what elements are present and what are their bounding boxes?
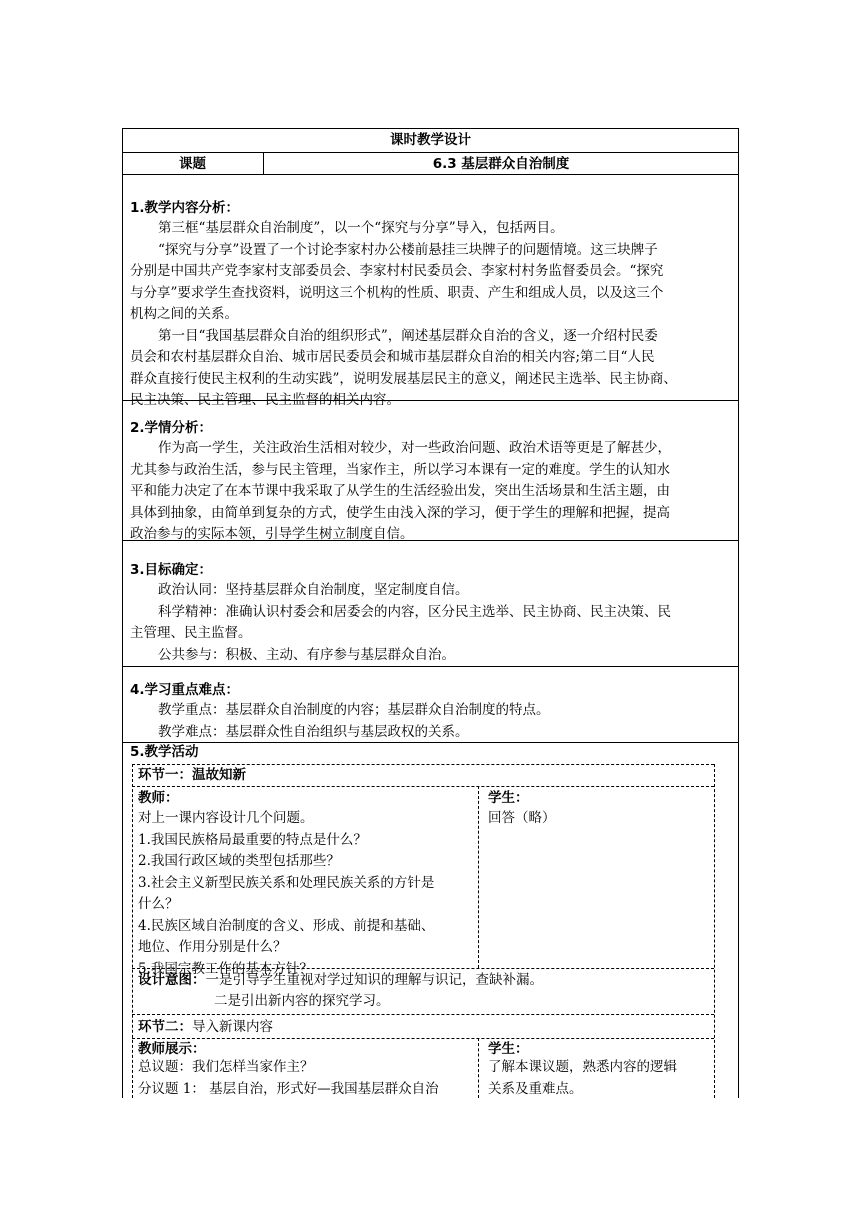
- text-line: 了解本课议题，熟悉内容的逻辑: [488, 1059, 677, 1075]
- text-line: 主管理、民主监督。: [130, 625, 252, 641]
- text-line: 2.我国行政区域的类型包括那些？: [138, 853, 340, 869]
- divider: [132, 968, 714, 969]
- intent-label: 设计意图：: [138, 972, 206, 988]
- section-heading: 5.教学活动: [130, 744, 199, 760]
- section-heading: 3.目标确定：: [130, 562, 213, 578]
- topic-label: 课题: [179, 156, 206, 172]
- text-line: 第三框“基层群众自治制度”，以一个“探究与分享”导入，包括两目。: [158, 220, 564, 236]
- divider: [122, 742, 739, 743]
- text-line: 地位、作用分别是什么？: [138, 939, 287, 955]
- text-line: 政治参与的实际本领，引导学生树立制度自信。: [130, 526, 414, 542]
- section-body: [130, 580, 730, 666]
- link2-title: [138, 1017, 273, 1037]
- teacher-content: [138, 808, 474, 980]
- table-title: 课时教学设计: [390, 132, 471, 148]
- text-line: 关系及重难点。: [488, 1080, 583, 1097]
- text-line: 尤其参与政治生活，参与民主管理，当家作主，所以学习本课有一定的难度。学生的认知水: [130, 461, 670, 478]
- text-line: 公共参与：积极、主动、有序参与基层群众自治。: [158, 646, 455, 663]
- teacher-content: [138, 1057, 474, 1100]
- divider: [132, 1038, 714, 1039]
- text-line: 机构之间的关系。: [130, 306, 238, 322]
- text-line: 对上一课内容设计几个问题。: [138, 810, 314, 826]
- divider: [122, 540, 739, 541]
- student-label: 学生：: [488, 790, 529, 806]
- text-line: 教学难点：基层群众性自治组织与基层政权的关系。: [158, 723, 469, 740]
- student-content: [488, 1057, 710, 1100]
- section-heading: 1.教学内容分析：: [130, 200, 240, 216]
- link1-title: 环节一：温故知新: [138, 767, 246, 783]
- divider: [132, 764, 133, 1098]
- text-line: 4.民族区域自治制度的含义、形成、前提和基础、: [138, 917, 435, 934]
- text-line: 总议题：我们怎样当家作主？: [138, 1059, 314, 1075]
- link2-title-label: 环节二：: [138, 1019, 192, 1035]
- teacher-label: 教师展示：: [138, 1041, 206, 1057]
- divider: [122, 400, 739, 401]
- divider: [122, 666, 739, 667]
- section-body: [130, 218, 730, 412]
- text-line: 3.社会主义新型民族关系和处理民族关系的方针是: [138, 874, 435, 891]
- text-line: 1.我国民族格局最重要的特点是什么？: [138, 831, 367, 848]
- text-line: 科学精神：准确认识村委会和居委会的内容，区分民主选举、民主协商、民主决策、民: [158, 603, 671, 620]
- divider: [478, 786, 479, 968]
- text-line: 第一目“我国基层群众自治的组织形式”，阐述基层群众自治的含义，逐一介绍村民委: [158, 327, 658, 344]
- text-line: 作为高一学生，关注政治生活相对较少，对一些政治问题、政治术语等更是了解甚少，: [158, 440, 671, 456]
- section-body: [130, 438, 730, 546]
- student-content: [488, 808, 710, 830]
- text-line: 教学重点：基层群众自治制度的内容；基层群众自治制度的特点。: [158, 702, 550, 718]
- section-heading: 4.学习重点难点：: [130, 682, 240, 698]
- intent-line: 一是引导学生重视对学过知识的理解与识记，查缺补漏。: [205, 972, 543, 988]
- lesson-plan-table: [122, 128, 739, 1098]
- link2-title-text: 导入新课内容: [192, 1019, 273, 1035]
- text-line: “探究与分享”设置了一个讨论李家村办公楼前悬挂三块牌子的问题情境。这三块牌子: [158, 241, 658, 258]
- divider: [714, 764, 715, 1098]
- text-line: 什么？: [138, 896, 179, 912]
- design-intent: [138, 970, 543, 990]
- text-line: 分议题 1： 基层自治，形式好—我国基层群众自治: [138, 1080, 439, 1097]
- text-line: 具体到抽象，由简单到复杂的方式，使学生由浅入深的学习，便于学生的理解和把握，提高: [130, 504, 670, 521]
- topic-value: 6.3 基层群众自治制度: [432, 156, 570, 172]
- text-line: 民主决策、民主管理、民主监督的相关内容。: [130, 392, 400, 408]
- divider: [478, 1038, 479, 1098]
- text-line: 政治认同：坚持基层群众自治制度，坚定制度自信。: [158, 582, 469, 598]
- text-line: 回答（略）: [488, 810, 556, 826]
- divider: [132, 786, 714, 787]
- divider: [122, 152, 739, 153]
- intent-line: 二是引出新内容的探究学习。: [214, 993, 390, 1009]
- text-line: 员会和农村基层群众自治、城市居民委员会和城市基层群众自治的相关内容;第二目“人民: [130, 349, 655, 365]
- text-line: 5.我国宗教工作的基本方针？: [138, 960, 313, 977]
- divider: [122, 174, 739, 175]
- text-line: 与分享”要求学生查找资料，说明这三个机构的性质、职责、产生和组成人员，以及这三个: [130, 284, 664, 301]
- divider: [132, 1014, 714, 1015]
- text-line: 分别是中国共产党李家村支部委员会、李家村村民委员会、李家村村务监督委员会。“探究: [130, 263, 664, 279]
- text-line: 群众直接行使民主权利的生动实践”，说明发展基层民主的意义，阐述民主选举、民主协商、: [130, 370, 677, 387]
- section-heading: 2.学情分析：: [130, 420, 213, 436]
- text-line: 平和能力决定了在本节课中我采取了从学生的生活经验出发，突出生活场景和生活主题，由: [130, 483, 670, 499]
- section-body: [130, 700, 730, 743]
- teacher-label: 教师：: [138, 790, 179, 806]
- student-label: 学生：: [488, 1041, 529, 1057]
